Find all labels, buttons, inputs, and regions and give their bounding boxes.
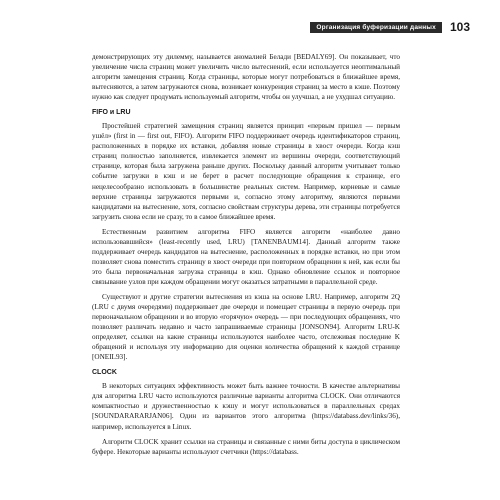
- page-body: [92, 52, 400, 462]
- running-header-section-title: Организация буферизации данных: [310, 22, 442, 33]
- paragraph-lru: Естественным развитием алгоритма FIFO является алгоритм «наиболее давно использовавшийся» (least-recently used, LRU) [TANENBAUM14]. Данный алгоритм также поддерживает очередь кандидатов на вытеснение, расположенных в порядке вставки, но при этом позволяет снова поместить страницу в хвост очереди при повторном обращении к ней, как если бы это была первоначальная загрузка страницы в кэш. Однако обновление ссылок и повторное связывание узлов при каждом обращении могут оказаться затратными в параллельной среде.: [92, 227, 400, 286]
- paragraph-clock-buffer: Алгоритм CLOCK хранит ссылки на страницы и связанные с ними биты доступа в циклическом буфере. Некоторые варианты используют счетчики (https://databass.: [92, 437, 400, 456]
- paragraph-clock-intro: В некоторых ситуациях эффективность может быть важнее точности. В качестве альтернативы для алгоритма LRU часто используются различные варианты алгоритма CLOCK. Они отличаются компактностью и дружественностью к кэшу и могут использоваться в параллельных средах [SOUNDARARARJAN06]. Один из вариантов этого алгоритма (https://databass.dev/links/36), например, используется в Linux.: [92, 382, 400, 431]
- page-header: [310, 20, 470, 34]
- paragraph-fifo: Простейшей стратегией замещения страниц является принцип «первым пришел — первым ушёл» (first in — first out, FIFO). Алгоритм FIFO поддерживает очередь идентификаторов страниц, расположенных в порядке их вставки, добавляя новые страницы в хвост очереди. Когда кэш страниц полностью заполняется, извлекается элемент из вершины очереди, соответствующий странице, которая была загружена раньше других. Поскольку данный алгоритм учитывает только событие загрузки в кэш и не берет в расчет последующие обращения к странице, его нецелесообразно использовать в большинстве реальных систем. Например, корневые и самые верхние страницы загружаются первыми и, согласно этому алгоритму, являются первыми кандидатами на вытеснение, хотя, согласно свойствам структуры дерева, эти страницы потребуется загрузить снова если не сразу, то в самое ближайшее время.: [92, 122, 400, 221]
- section-heading-clock: CLOCK: [92, 369, 117, 377]
- paragraph-belady-anomaly: демонстрирующих эту дилемму, называется аномалией Белади [BEDALY69]. Он показывает, что увеличение числа страниц может увеличить число вытеснений, если используется неоптимальный алгоритм замещения страниц. Когда страницы, которые могут потребоваться в ближайшее время, вытесняются, а затем загружаются снова, возникает конкуренция страниц за место в кэше. Поэтому нужно как следует продумать используемый алгоритм, чтобы он улучшал, а не ухудшал ситуацию.: [92, 53, 400, 102]
- page-number: 103: [449, 20, 470, 34]
- section-heading-fifo-lru: FIFO и LRU: [92, 109, 131, 117]
- paragraph-lru-variants: Существуют и другие стратегии вытеснения из кэша на основе LRU. Например, алгоритм 2Q (LRU с двумя очередями) поддерживает две очереди и помещает страницы в первую очередь при первоначальном обращении и во вторую «горячую» очередь — при последующих обращениях, что позволяет различать недавно и часто запрашиваемые страницы [JONSON94]. Алгоритм LRU-K определяет, ссылки на какие страницы используются наиболее часто, отслеживая последние K обращений и используя эту информацию для оценки количества обращений к каждой странице [ONEIL93].: [92, 292, 400, 362]
